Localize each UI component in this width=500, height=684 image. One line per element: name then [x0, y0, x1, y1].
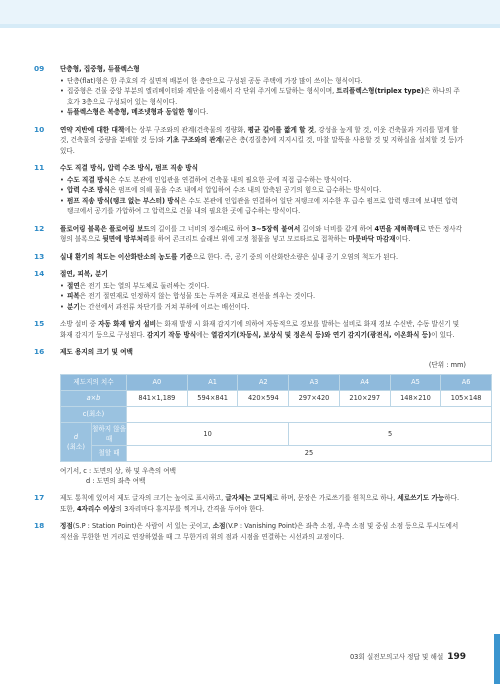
bold-term: 자동 화재 탐지 설비	[98, 320, 156, 328]
table-cell: 25	[127, 446, 492, 462]
paper-size-table	[60, 374, 492, 462]
item-title: 제도 용지의 크기 및 여백	[60, 348, 133, 356]
bullet	[60, 107, 466, 118]
item-number: 15	[34, 319, 45, 328]
bullet-text: 은 하나의 주호가 3층으로 구성되어 있는 형식이다.	[67, 87, 460, 106]
item-13	[34, 252, 466, 263]
paragraph-text: 하다. 또한,	[60, 494, 460, 513]
bullet-list	[60, 76, 466, 118]
bullet-text: 는 간선에서 과전류 차단기를 거쳐 부하에 이르는 배선이다.	[79, 302, 250, 311]
item-number: 16	[34, 347, 45, 356]
item-paragraph	[60, 224, 466, 245]
item-title: 수도 직결 방식, 압력 수조 방식, 펌프 직송 방식	[60, 164, 199, 172]
table-cell: 420×594	[238, 391, 289, 407]
bullet	[60, 291, 466, 302]
item-paragraph	[60, 252, 466, 263]
item-10	[34, 125, 466, 157]
item-paragraph	[60, 125, 466, 157]
bullet	[60, 185, 466, 196]
bullet-text: 은 전기 또는 열의 부도체로 둘러싸는 것이다.	[79, 281, 210, 290]
paragraph-text: 에는	[196, 330, 211, 339]
bullet-text: 이다.	[193, 108, 209, 116]
table-row	[61, 446, 492, 462]
bold-term: 3~5장씩 붙여서	[251, 224, 301, 233]
item-paragraph	[60, 319, 466, 340]
item-number: 11	[34, 163, 45, 172]
bullet-list	[60, 281, 466, 313]
bullet-text: 은 수도 본관에 인입관을 연결하여 건축물 내의 필요한 곳에 직접 급수하는 방식이다.	[109, 175, 352, 184]
footer-title: 03회 실전모의고사 정답 및 해설	[349, 653, 444, 661]
row-label-d	[61, 423, 92, 462]
bold-term: 듀플렉스형은 복층형, 메조넷형과 동일한 형	[67, 108, 194, 116]
paragraph-text: 이 있다.	[431, 330, 455, 339]
table-header-cell: A1	[187, 375, 238, 391]
item-paragraph	[60, 521, 466, 542]
bullet	[60, 196, 466, 217]
paragraph-text: 로 만든 정사각형의 블록으로	[60, 224, 463, 243]
bold-term: 펌프 직송 방식(탱크 없는 부스터) 방식	[67, 196, 181, 205]
d-sub-label: (최소)	[67, 443, 85, 451]
paragraph-text: 의 3자리마다 휴지부를 찍거나, 간격을 두어야 한다.	[115, 504, 265, 513]
item-15	[34, 319, 466, 340]
bold-term: 감지기 작동 방식	[146, 330, 197, 339]
table-cell: 594×841	[187, 391, 238, 407]
bold-term: 절연	[67, 281, 80, 290]
bullet-text: 단층(flat)형은 한 주호의 각 실면적 배분이 한 층안으로 구성된 공동 주택에 가장 많이 쓰이는 형식이다.	[67, 76, 363, 85]
table-header-cell: A3	[289, 375, 340, 391]
bold-term: 플로어링 블록은 플로어링 보드	[60, 224, 150, 233]
table-cell: 210×297	[339, 391, 390, 407]
paragraph-text: 소방 설비 중	[60, 320, 99, 328]
paragraph-text: 는 화재 발생 시 화재 감지기에 의하여 자동적으로 경보를 발하는 설비로 화재 경보 수신반, 수동 발신기 및 화재 감지기 등으로 구성된다.	[60, 320, 460, 339]
item-12	[34, 224, 466, 245]
paragraph-text: , 강성을 높게 할 것, 이웃 건축물과 거리를 멀게 할 것, 건축물의 중량을 분배할 것 등)와	[60, 125, 459, 144]
table-cell: 148×210	[390, 391, 441, 407]
bold-term: 4자리수 이상	[76, 504, 116, 513]
page-edge-tab	[494, 634, 500, 684]
bold-term: 소점	[212, 522, 226, 530]
table-header-cell: A4	[339, 375, 390, 391]
top-band-stripe	[0, 24, 500, 28]
paragraph-text: (굳은 층(경질층)에 지지시킬 것, 마찰 말뚝을 사용할 것 및 지하실을 설치할 것 등)가 있다.	[60, 136, 464, 155]
paragraph-text: 의 길이를 그 너비의 정수배로 하여	[149, 224, 252, 233]
page-number: 199	[447, 652, 466, 662]
bullet	[60, 76, 466, 87]
bold-term: 글자체는 고딕체	[225, 494, 273, 502]
bold-term: 트리플렉스형(triplex type)	[336, 87, 424, 95]
bullet	[60, 175, 466, 186]
item-number: 13	[34, 251, 45, 261]
bold-term: 뒷면에 방부처리	[102, 235, 150, 243]
bold-term: 분기	[67, 302, 80, 311]
bold-term: 세로쓰기도 가능	[397, 494, 445, 502]
bullet-text: 집중형은 건물 중앙 부분의 엘리베이터와 계단을 이용해서 각 단위 주거에 도달하는 형식이며,	[67, 87, 337, 95]
item-title: 단층형, 집중형, 듀플렉스형	[60, 65, 140, 73]
table-notes	[60, 466, 466, 486]
answer-explanations	[34, 64, 482, 549]
paragraph-text: 를 하여 콘크리트 슬래브 위에 고정 철물을 넣고 모르타르로 접착하는	[149, 235, 349, 243]
table-header-cell: A6	[441, 375, 492, 391]
bold-term: 연약 지반에 대한 대책	[60, 125, 125, 134]
paragraph-text: 제도 통칙에 있어서 제도 글자의 크기는 높이로 표시하고,	[60, 494, 226, 502]
d-label: d	[73, 432, 79, 441]
table-cell: 105×148	[441, 391, 492, 407]
table-cell: 297×420	[289, 391, 340, 407]
bold-term: 평균 길이를 짧게 할 것	[247, 125, 315, 134]
table-header-cell: A5	[390, 375, 441, 391]
bold-term: 수도 직결 방식	[67, 175, 110, 184]
table-cell	[127, 407, 492, 423]
table-cell: 841×1,189	[127, 391, 188, 407]
bold-term: 기초 구조와의 관계	[166, 136, 222, 144]
table-header-cell: 제도지의 치수	[61, 375, 127, 391]
paragraph-text: 으로 한다. 즉, 공기 중의 이산화탄소량은 실내 공기 오염의 척도가 된다.	[192, 252, 399, 261]
item-number: 14	[34, 269, 45, 278]
bullet-text: 은 수도 본관에 인입관을 연결하여 일단 저탱크에 저수한 후 급수 펌프로 압력 탱크에 보내면 압력 탱크에서 공기를 가압하여 그 압력으로 건물 내의 필요한 곳에 급수하는 방식이다.	[67, 196, 458, 215]
table-cell: 10	[127, 423, 289, 446]
bold-term: 피복	[67, 292, 80, 300]
bold-term: 정점	[60, 522, 73, 530]
note-line: d : 도면의 좌측 여백	[86, 477, 146, 485]
paragraph-text: 로 하며, 문장은 가로쓰기를 원칙으로 하나,	[272, 494, 398, 502]
unit-label: (단위 : mm)	[428, 360, 466, 369]
row-label: a×b	[61, 391, 127, 407]
item-title: 절연, 피복, 분기	[60, 270, 108, 278]
paragraph-text: (S.P : Station Point)은 사람이 서 있는 곳이고,	[72, 522, 213, 530]
item-14	[34, 269, 466, 312]
item-number: 10	[34, 124, 45, 134]
item-09	[34, 64, 466, 118]
item-number: 09	[34, 64, 45, 73]
item-number: 17	[34, 493, 45, 502]
item-number: 18	[34, 521, 45, 530]
bold-term: 열감지기(차동식, 보상식 및 정온식 등)와 연기 감지기(광전식, 이온화식 등)	[210, 330, 432, 339]
bullet	[60, 281, 466, 292]
item-11	[34, 163, 466, 217]
row-label: c(최소)	[61, 407, 127, 423]
table-header-row	[61, 375, 492, 391]
item-18	[34, 521, 466, 542]
item-number: 12	[34, 223, 45, 233]
top-band	[0, 0, 500, 28]
paragraph-text: 에는 상부 구조와의 관계(건축물의 경량화,	[124, 125, 248, 134]
bullet-text: 은 펌프에 의해 물을 수조 내에서 압입하여 수조 내의 압축된 공기의 힘으로 급수하는 방식이다.	[109, 186, 382, 194]
item-paragraph	[60, 493, 466, 514]
row-label: 철할 때	[92, 446, 127, 462]
table-row	[61, 407, 492, 423]
bullet	[60, 302, 466, 313]
page-footer	[350, 651, 466, 662]
paragraph-text: 이다.	[395, 235, 411, 243]
bullet	[60, 86, 466, 107]
bold-term: 마룻바닥 마감재	[348, 235, 396, 243]
table-row	[61, 423, 492, 446]
row-label: 철하지 않을 때	[92, 423, 127, 446]
paragraph-text: 길이와 너비를 같게 하여	[300, 224, 375, 233]
bullet-list	[60, 175, 466, 217]
table-header-cell: A0	[127, 375, 188, 391]
bullet-text: 은 전기 절연재로 인정하지 않는 합성물 또는 두꺼운 재료로 전선을 씌우는 것이다.	[79, 292, 316, 300]
table-cell: 5	[289, 423, 492, 446]
table-row	[61, 391, 492, 407]
paragraph-text: (V.P : Vanishing Point)은 좌측 소점, 우측 소점 및 중심 소점 등으로 투시도에서 직선을 무한한 먼 거리로 연장하였을 때 그 무한거리 위의 점과 시점을 연결하는 시선과의 교점이다.	[60, 522, 459, 541]
item-17	[34, 493, 466, 514]
bold-term: 압력 수조 방식	[67, 186, 110, 194]
item-16	[34, 347, 482, 486]
table-header-cell: A2	[238, 375, 289, 391]
note-line: 여기서, c : 도면의 상, 하 및 우측의 여백	[60, 467, 176, 475]
bold-term: 4면을 제혀쪽매	[374, 224, 420, 233]
bold-term: 실내 환기의 척도는 이산화탄소의 농도를 기준	[60, 252, 193, 261]
